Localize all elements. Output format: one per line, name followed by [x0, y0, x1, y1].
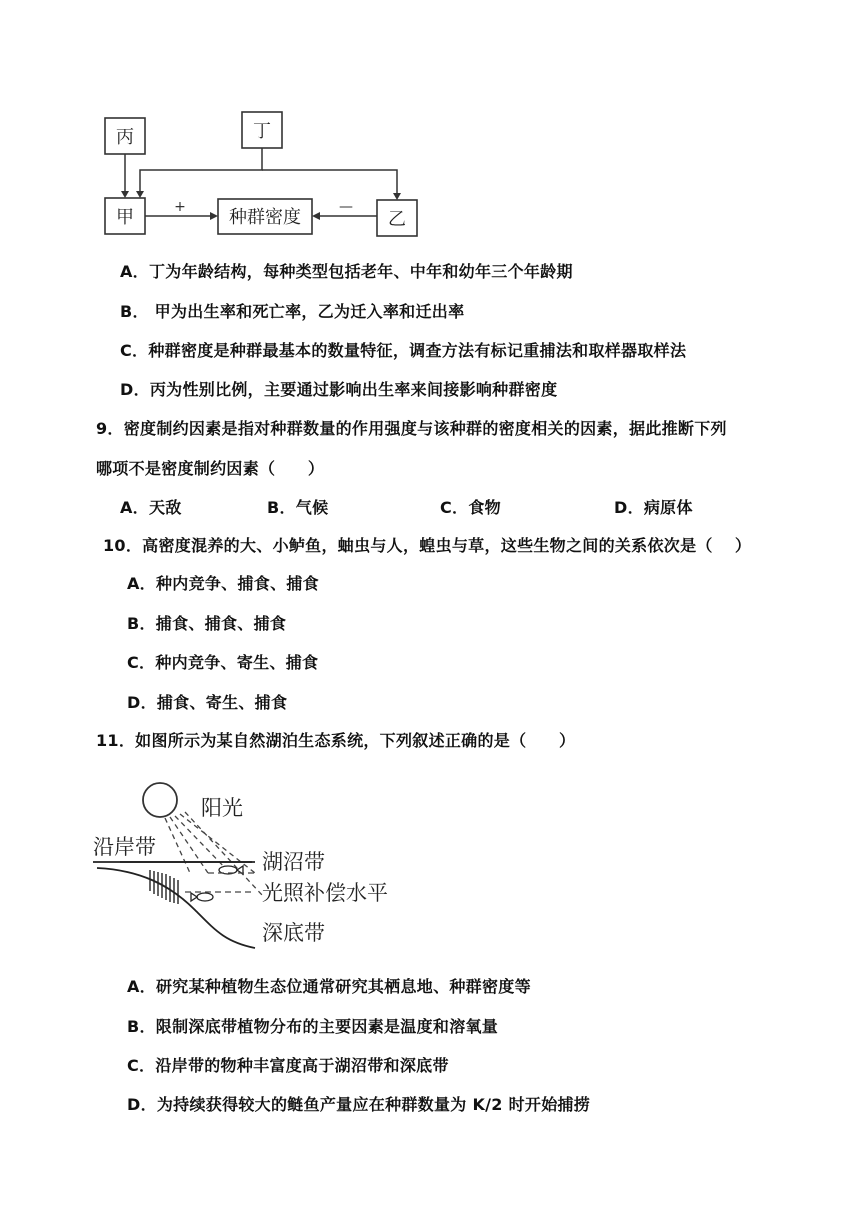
q9-option-c: C．食物 — [440, 498, 501, 517]
box-jia — [105, 198, 145, 234]
lake-bottom — [97, 868, 255, 948]
minus-sign: — — [339, 199, 353, 215]
box-density-label: 种群密度 — [229, 207, 301, 228]
q9-stem-line1: 9．密度制约因素是指对种群数量的作用强度与该种群的密度相关的因素，据此推断下列 — [96, 419, 727, 438]
box-yi — [377, 200, 417, 236]
sun-icon — [143, 783, 177, 817]
population-density-diagram — [0, 0, 860, 260]
box-bing — [105, 118, 145, 154]
sunlight-rays — [165, 812, 262, 895]
q11-option-d: D．为持续获得较大的鲢鱼产量应在种群数量为 K/2 时开始捕捞 — [127, 1095, 591, 1114]
littoral-zone-label: 沿岸带 — [93, 835, 156, 859]
lake-ecosystem-diagram — [0, 770, 860, 970]
q10-option-c: C．种内竞争、寄生、捕食 — [127, 653, 319, 672]
limnetic-zone-label: 湖沼带 — [262, 850, 325, 874]
box-jia-label: 甲 — [116, 207, 134, 228]
box-ding-label: 丁 — [253, 121, 271, 142]
fish-icon — [191, 866, 243, 901]
q9-option-d: D．病原体 — [614, 498, 693, 517]
box-ding — [242, 112, 282, 148]
q10-stem: 10．高密度混养的大、小鲈鱼，蚰虫与人，蝗虫与草，这些生物之间的关系依次是（ ） — [103, 536, 752, 555]
box-bing-label: 丙 — [116, 127, 134, 148]
compensation-level-label: 光照补偿水平 — [262, 881, 388, 905]
q10-option-a: A．种内竞争、捕食、捕食 — [127, 574, 319, 593]
q11-option-c: C．沿岸带的物种丰富度高于湖沼带和深底带 — [127, 1056, 449, 1075]
q8-option-b: B． 甲为出生率和死亡率，乙为迁入率和迁出率 — [120, 302, 465, 321]
q8-option-a: A．丁为年龄结构，每种类型包括老年、中年和幼年三个年龄期 — [120, 262, 573, 281]
plus-sign: + — [174, 199, 186, 215]
q9-option-b: B．气候 — [267, 498, 329, 517]
box-density — [218, 199, 312, 234]
q10-option-d: D．捕食、寄生、捕食 — [127, 693, 288, 712]
q10-option-b: B．捕食、捕食、捕食 — [127, 614, 287, 633]
profundal-zone-label: 深底带 — [262, 921, 325, 945]
q8-option-c: C．种群密度是种群最基本的数量特征，调查方法有标记重捕法和取样器取样法 — [120, 341, 687, 360]
q11-option-a: A．研究某种植物生态位通常研究其栖息地、种群密度等 — [127, 977, 531, 996]
q9-stem-line2: 哪项不是密度制约因素（ ） — [96, 459, 325, 478]
q9-option-a: A．天敌 — [120, 498, 182, 517]
q11-option-b: B．限制深底带植物分布的主要因素是温度和溶氧量 — [127, 1017, 499, 1036]
sunlight-label: 阳光 — [201, 796, 243, 820]
q8-option-d: D．丙为性别比例，主要通过影响出生率来间接影响种群密度 — [120, 380, 558, 399]
box-yi-label: 乙 — [388, 209, 406, 230]
q11-stem: 11．如图所示为某自然湖泊生态系统，下列叙述正确的是（ ） — [96, 731, 576, 750]
